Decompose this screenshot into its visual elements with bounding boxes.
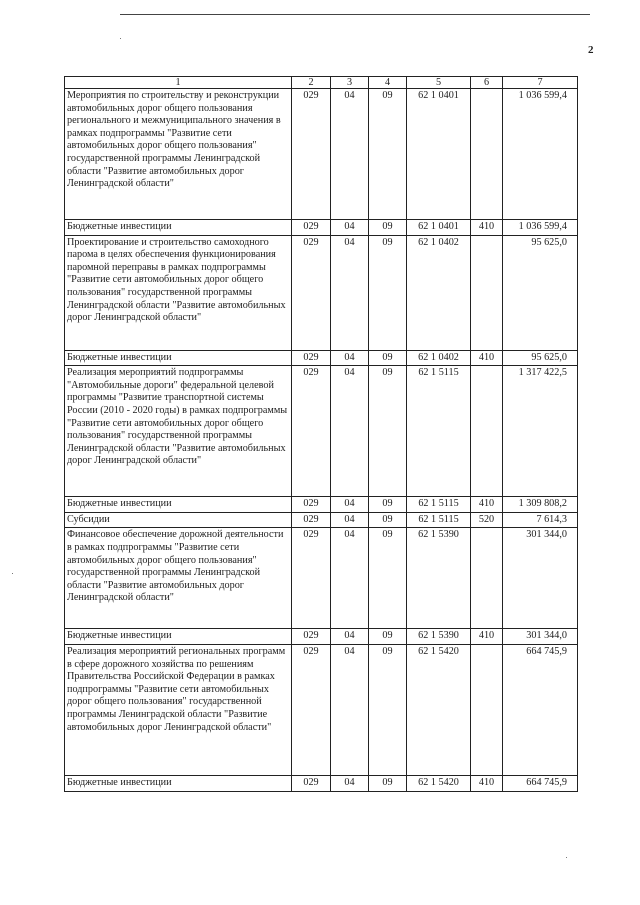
table-header-row [65, 77, 578, 89]
cell-admin-code: 029 [292, 629, 331, 645]
cell-amount: 664 745,9 [503, 644, 578, 775]
cell-section: 04 [331, 644, 369, 775]
cell-subsection: 09 [369, 220, 407, 236]
cell-amount: 1 036 599,4 [503, 220, 578, 236]
row-name: Субсидии [65, 512, 292, 528]
cell-target-code: 62 1 0401 [407, 89, 471, 220]
row-name: Мероприятия по строительству и реконструкции автомобильных дорог общего пользования регионального и межмуниципального значения в рамках подпрограммы "Развитие сети автомобильных дорог общего пользования" государственной программы Ленинградской области "Развитие автомобильных дорог Ленинградской области" [65, 89, 292, 220]
cell-admin-code: 029 [292, 220, 331, 236]
row-name: Реализация мероприятий подпрограммы "Автомобильные дороги" федеральной целевой программы "Развитие транспортной системы России (2010 - 2020 годы) в рамках подпрограммы "Развитие сети автомобильных дорог общего пользования" государственной программы Ленинградской области "Развитие автомобильных дорог Ленинградской области" [65, 366, 292, 497]
row-name: Проектирование и строительство самоходного парома в целях обеспечения функционирования паромной переправы в рамках подпрограммы "Развитие сети автомобильных дорог общего пользования" государственной программы Ленинградской области "Развитие автомобильных дорог Ленинградской области" [65, 235, 292, 350]
cell-subsection: 09 [369, 512, 407, 528]
cell-subsection: 09 [369, 350, 407, 366]
cell-subsection: 09 [369, 528, 407, 629]
cell-admin-code: 029 [292, 235, 331, 350]
cell-section: 04 [331, 366, 369, 497]
table-row [65, 775, 578, 791]
cell-amount: 1 036 599,4 [503, 89, 578, 220]
cell-section: 04 [331, 350, 369, 366]
cell-admin-code: 029 [292, 350, 331, 366]
cell-expense-type [471, 235, 503, 350]
cell-expense-type: 410 [471, 629, 503, 645]
cell-expense-type: 520 [471, 512, 503, 528]
table-row [65, 350, 578, 366]
cell-amount: 664 745,9 [503, 775, 578, 791]
cell-subsection: 09 [369, 629, 407, 645]
cell-expense-type [471, 366, 503, 497]
cell-subsection: 09 [369, 89, 407, 220]
column-header: 1 [65, 77, 292, 89]
cell-admin-code: 029 [292, 775, 331, 791]
cell-target-code: 62 1 5390 [407, 528, 471, 629]
cell-subsection: 09 [369, 366, 407, 497]
cell-expense-type: 410 [471, 350, 503, 366]
cell-expense-type [471, 528, 503, 629]
cell-expense-type [471, 644, 503, 775]
cell-section: 04 [331, 89, 369, 220]
table-row [65, 512, 578, 528]
cell-target-code: 62 1 5420 [407, 644, 471, 775]
column-header: 6 [471, 77, 503, 89]
cell-target-code: 62 1 5115 [407, 366, 471, 497]
table-row [65, 644, 578, 775]
page-number: 2 [588, 44, 594, 56]
cell-amount: 95 625,0 [503, 350, 578, 366]
column-header: 7 [503, 77, 578, 89]
cell-subsection: 09 [369, 497, 407, 513]
cell-amount: 1 317 422,5 [503, 366, 578, 497]
table-row [65, 89, 578, 220]
cell-amount: 301 344,0 [503, 629, 578, 645]
top-rule [120, 14, 590, 15]
cell-amount: 7 614,3 [503, 512, 578, 528]
cell-expense-type: 410 [471, 220, 503, 236]
table-row [65, 528, 578, 629]
cell-expense-type [471, 89, 503, 220]
cell-subsection: 09 [369, 644, 407, 775]
cell-amount: 95 625,0 [503, 235, 578, 350]
cell-admin-code: 029 [292, 528, 331, 629]
cell-target-code: 62 1 5390 [407, 629, 471, 645]
cell-admin-code: 029 [292, 89, 331, 220]
column-header: 2 [292, 77, 331, 89]
row-name: Бюджетные инвестиции [65, 775, 292, 791]
cell-target-code: 62 1 5115 [407, 512, 471, 528]
table-row [65, 629, 578, 645]
row-name: Бюджетные инвестиции [65, 629, 292, 645]
table-row [65, 235, 578, 350]
cell-expense-type: 410 [471, 775, 503, 791]
cell-section: 04 [331, 512, 369, 528]
row-name: Бюджетные инвестиции [65, 497, 292, 513]
cell-section: 04 [331, 220, 369, 236]
scan-speck [120, 38, 121, 39]
column-header: 5 [407, 77, 471, 89]
cell-target-code: 62 1 5420 [407, 775, 471, 791]
scan-speck [566, 857, 567, 858]
column-header: 3 [331, 77, 369, 89]
cell-expense-type: 410 [471, 497, 503, 513]
cell-target-code: 62 1 5115 [407, 497, 471, 513]
row-name: Реализация мероприятий региональных программ в сфере дорожного хозяйства по решениям Правительства Российской Федерации в рамках подпрограммы "Развитие сети автомобильных дорог общего пользования" государственной программы Ленинградской области "Развитие автомобильных дорог Ленинградской области" [65, 644, 292, 775]
budget-table [64, 76, 578, 792]
cell-section: 04 [331, 775, 369, 791]
cell-admin-code: 029 [292, 512, 331, 528]
row-name: Бюджетные инвестиции [65, 220, 292, 236]
cell-target-code: 62 1 0402 [407, 350, 471, 366]
table-row [65, 366, 578, 497]
scan-speck [12, 573, 13, 574]
cell-admin-code: 029 [292, 644, 331, 775]
cell-admin-code: 029 [292, 497, 331, 513]
cell-section: 04 [331, 629, 369, 645]
cell-target-code: 62 1 0401 [407, 220, 471, 236]
cell-amount: 301 344,0 [503, 528, 578, 629]
table-row [65, 497, 578, 513]
cell-section: 04 [331, 497, 369, 513]
cell-section: 04 [331, 528, 369, 629]
cell-amount: 1 309 808,2 [503, 497, 578, 513]
table-row [65, 220, 578, 236]
row-name: Финансовое обеспечение дорожной деятельности в рамках подпрограммы "Развитие сети автомобильных дорог общего пользования" государственной программы Ленинградской области "Развитие автомобильных дорог Ленинградской области" [65, 528, 292, 629]
row-name: Бюджетные инвестиции [65, 350, 292, 366]
cell-target-code: 62 1 0402 [407, 235, 471, 350]
cell-admin-code: 029 [292, 366, 331, 497]
cell-section: 04 [331, 235, 369, 350]
column-header: 4 [369, 77, 407, 89]
cell-subsection: 09 [369, 235, 407, 350]
cell-subsection: 09 [369, 775, 407, 791]
